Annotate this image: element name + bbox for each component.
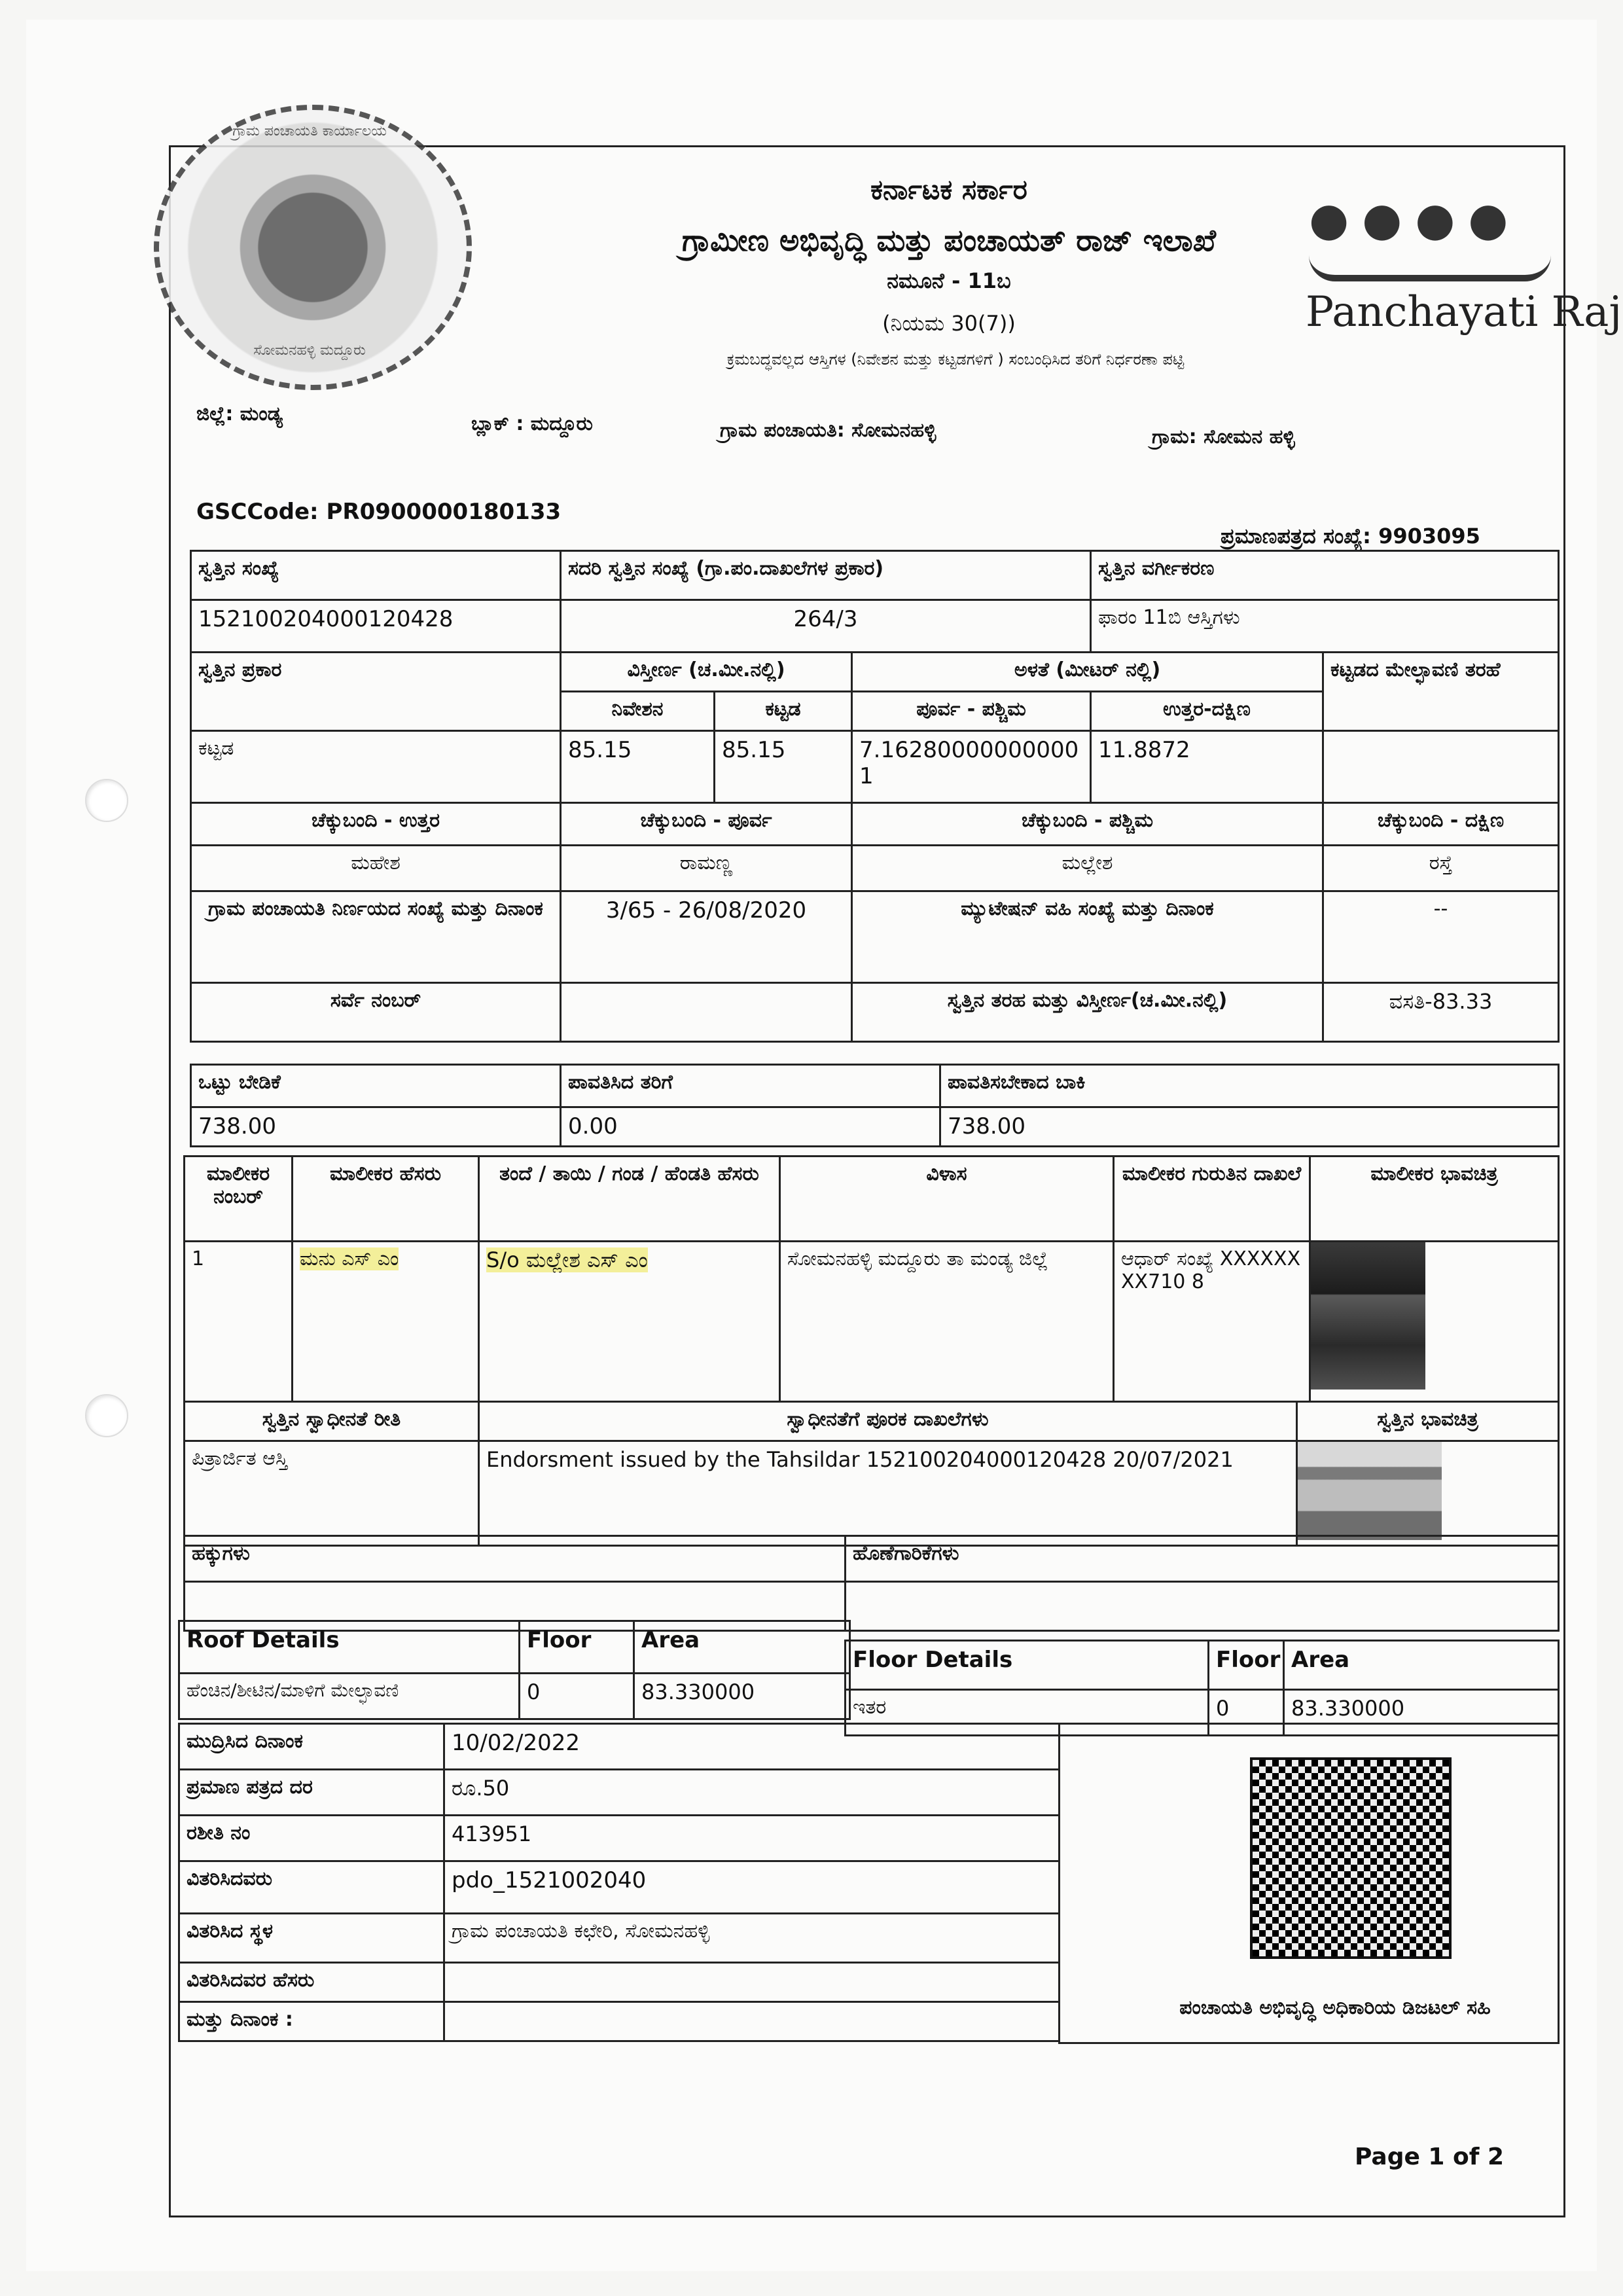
owner-name: ಮನು ಎಸ್ ಎಂ: [300, 1247, 399, 1270]
boundary-south: ರಸ್ತೆ: [1323, 846, 1559, 891]
possession-mode-label: ಸ್ವತ್ತಿನ ಸ್ವಾಧೀನತೆ ರೀತಿ: [185, 1402, 479, 1441]
floor-header: Floor: [1209, 1641, 1284, 1690]
owner-id-document: ಆಧಾರ್ ಸಂಖ್ಯೆ XXXXXXXX710 8: [1114, 1242, 1310, 1402]
people-logo-icon: ● ● ● ●: [1309, 192, 1508, 246]
roof-details-title: Roof Details: [179, 1621, 520, 1674]
floor-area: 83.330000: [1284, 1690, 1559, 1736]
state-emblem-icon: [228, 162, 398, 332]
north-south-dimension: 11.8872: [1091, 731, 1323, 803]
panchayati-raj-logo: Panchayati Raj: [1306, 288, 1622, 336]
seal-text-bottom: ಸೋಮನಹಳ್ಳಿ ಮದ್ದೂರು: [253, 342, 366, 359]
certificate-number: ಪ್ರಮಾಣಪತ್ರದ ಸಂಖ್ಯೆ: 9903095: [1221, 524, 1480, 548]
property-number-label: ಸ್ವತ್ತಿನ ಸಂಖ್ಯೆ: [191, 551, 561, 600]
boundary-north: ಮಹೇಶ: [191, 846, 561, 891]
fee: ರೂ.50: [444, 1770, 1060, 1816]
property-kind-label: ಸ್ವತ್ತಿನ ತರಹ ಮತ್ತು ವಿಸ್ತೀರ್ಣ(ಚ.ಮೀ.ನಲ್ಲಿ): [852, 983, 1323, 1042]
survey-number: [561, 983, 852, 1042]
form-subtitle: ಕ್ರಮಬದ್ಧವಲ್ಲದ ಆಸ್ತಿಗಳ (ನಿವೇಶನ ಮತ್ತು ಕಟ್ಟಡಗಳಿಗೆ ) ಸಂಬಂಧಿಸಿದ ತರಿಗೆ ನಿರ್ಧರಣಾ ಪಟ್ಟಿ: [726, 350, 1185, 368]
boundary-south-label: ಚೆಕ್ಕುಬಂದಿ - ದಕ್ಷಿಣ: [1323, 803, 1559, 846]
floor-type: ಇತರ: [846, 1690, 1209, 1736]
boundary-west: ಮಲ್ಲೇಶ: [852, 846, 1323, 891]
floor-number: 0: [1209, 1690, 1284, 1736]
building-area: 85.15: [715, 731, 852, 803]
rights-table: [183, 1535, 1560, 1632]
property-kind: ವಸತಿ-83.33: [1323, 983, 1559, 1042]
gram-panchayat: ಗ್ರಾಮ ಪಂಚಾಯತಿ: ಸೋಮನಹಳ್ಳಿ: [720, 419, 936, 442]
property-photo: [1298, 1442, 1442, 1540]
possession-docs-label: ಸ್ವಾಧೀನತೆಗೆ ಪೂರಕ ದಾಖಲೆಗಳು: [479, 1402, 1297, 1441]
owner-relation: S/o ಮಲ್ಲೇಶ ಎಸ್ ಎಂ: [486, 1247, 648, 1272]
floor-details-title: Floor Details: [846, 1641, 1209, 1690]
issuer-label: ವಿತರಿಸಿದವರು: [179, 1861, 444, 1914]
issue-place: ಗ್ರಾಮ ಪಂಚಾಯತಿ ಕಛೇರಿ, ಸೋಮನಹಳ್ಳಿ: [444, 1914, 1060, 1963]
area-label: ವಿಸ್ತೀರ್ಣ (ಚ.ಮೀ.ನಲ್ಲಿ): [561, 653, 852, 692]
roof-type-value: ಹೆಂಚಿನ/ಶೀಟಿನ/ಮಾಳಿಗೆ ಮೇಲ್ಛಾವಣಿ: [179, 1674, 520, 1719]
gram-panchayat-seal: [154, 105, 472, 390]
floor-details-table: [844, 1640, 1560, 1736]
district: ಜಿಲ್ಲೆ: ಮಂಡ್ಯ: [196, 403, 283, 425]
owner-table: [183, 1155, 1560, 1403]
roof-area-header: Area: [634, 1621, 850, 1674]
place-label: ವಿತರಿಸಿದ ಸ್ಥಳ: [179, 1914, 444, 1963]
owner-photo-header: ಮಾಲೀಕರ ಭಾವಚಿತ್ರ: [1310, 1157, 1559, 1242]
roof-type-label: ಕಟ್ಟಡದ ಮೇಲ್ಛಾವಣಿ ತರಹೆ: [1323, 653, 1559, 731]
digital-signature-label: ಪಂಚಾಯತಿ ಅಭಿವೃದ್ಧಿ ಅಧಿಕಾರಿಯ ಡಿಜಟಲ್ ಸಹಿ: [1179, 1996, 1491, 2019]
punch-hole: [85, 779, 128, 822]
punch-hole: [85, 1394, 128, 1437]
gp-decision-label: ಗ್ರಾಮ ಪಂಚಾಯತಿ ನಿರ್ಣಯದ ಸಂಖ್ಯೆ ಮತ್ತು ದಿನಾಂಕ: [191, 891, 561, 983]
roof-floor: 0: [520, 1674, 634, 1719]
receipt-label: ರಶೀತಿ ನಂ: [179, 1816, 444, 1861]
taluk: ಬ್ಲಾಕ್ : ಮದ್ದೂರು: [471, 412, 593, 435]
site-area-label: ನಿವೇಶನ: [561, 692, 715, 731]
government-heading: ಕರ್ನಾಟಕ ಸರ್ಕಾರ: [870, 173, 1027, 206]
issue-date: [444, 2002, 1060, 2041]
tax-table: [190, 1064, 1560, 1147]
owner-number-header: ಮಾಲೀಕರ ನಂಬರ್: [185, 1157, 293, 1242]
east-west-dimension: 7.16280000000000 1: [852, 731, 1091, 803]
boundary-east: ರಾಮಣ್ಣ: [561, 846, 852, 891]
possession-table: [183, 1401, 1560, 1547]
boundary-east-label: ಚೆಕ್ಕುಬಂದಿ - ಪೂರ್ವ: [561, 803, 852, 846]
total-demand: 738.00: [191, 1107, 561, 1147]
issue-date-label: ಮತ್ತು ದಿನಾಂಕ :: [179, 2002, 444, 2041]
page-number: Page 1 of 2: [1355, 2144, 1504, 2170]
roof-area: 83.330000: [634, 1674, 850, 1719]
seal-text-top: ಗ್ರಾಮ ಪಂಚಾಯತಿ ಕಾರ್ಯಾಲಯ: [232, 123, 387, 139]
relation-header: ತಂದೆ / ತಾಯಿ / ಗಂಡ / ಹೆಂಡತಿ ಹೆಸರು: [479, 1157, 780, 1242]
qr-code: [1250, 1757, 1452, 1959]
floor-area-header: Area: [1284, 1641, 1559, 1690]
possession-docs: Endorsment issued by the Tahsildar 152100204000120428 20/07/2021: [479, 1441, 1297, 1546]
property-class-label: ಸ್ವತ್ತಿನ ವರ್ಗೀಕರಣ: [1091, 551, 1559, 600]
building-area-label: ಕಟ್ಟಡ: [715, 692, 852, 731]
tax-paid: 0.00: [561, 1107, 940, 1147]
department-heading: ಗ್ರಾಮೀಣ ಅಭಿವೃದ್ಧಿ ಮತ್ತು ಪಂಚಾಯತ್ ರಾಜ್ ಇಲಾಖೆ: [682, 223, 1216, 258]
printed-date-label: ಮುದ್ರಿಸಿದ ದಿನಾಂಕ: [179, 1724, 444, 1770]
property-type: ಕಟ್ಟಡ: [191, 731, 561, 803]
rights-label: ಹಕ್ಕುಗಳು: [185, 1536, 846, 1582]
tax-paid-label: ಪಾವತಿಸಿದ ತರಿಗೆ: [561, 1065, 940, 1107]
dimension-label: ಅಳತೆ (ಮೀಟರ್ ನಲ್ಲಿ): [852, 653, 1323, 692]
balance: 738.00: [940, 1107, 1559, 1147]
boundary-west-label: ಚೆಕ್ಕುಬಂದಿ - ಪಶ್ಚಿಮ: [852, 803, 1323, 846]
form-number: ನಮೂನೆ - 11ಬ: [887, 268, 1011, 293]
address-header: ವಿಳಾಸ: [780, 1157, 1114, 1242]
property-table: [190, 550, 1560, 1043]
property-photo-label: ಸ್ವತ್ತಿನ ಭಾವಚಿತ್ರ: [1297, 1402, 1559, 1441]
gp-property-number-label: ಸದರಿ ಸ್ವತ್ತಿನ ಸಂಖ್ಯೆ (ಗ್ರಾ.ಪಂ.ದಾಖಲೆಗಳ ಪ್ರಕಾರ): [561, 551, 1091, 600]
roof-type: [1323, 731, 1559, 803]
fee-label: ಪ್ರಮಾಣ ಪತ್ರದ ದರ: [179, 1770, 444, 1816]
owner-photo: [1311, 1242, 1425, 1390]
east-west-label: ಪೂರ್ವ - ಪಶ್ಚಿಮ: [852, 692, 1091, 731]
liabilities-value: [846, 1582, 1559, 1631]
gp-property-number: 264/3: [561, 600, 1091, 653]
possession-mode: ಪಿತ್ರಾರ್ಜಿತ ಆಸ್ತಿ: [185, 1441, 479, 1546]
village: ಗ್ರಾಮ: ಸೋಮನ ಹಳ್ಳಿ: [1152, 425, 1295, 448]
rule-number: (ನಿಯಮ 30(7)): [882, 311, 1016, 336]
issue-table: [178, 1723, 1060, 2042]
property-class: ಫಾರಂ 11ಬಿ ಆಸ್ತಿಗಳು: [1091, 600, 1559, 653]
balance-label: ಪಾವತಿಸಬೇಕಾದ ಬಾಕಿ: [940, 1065, 1559, 1107]
boundary-north-label: ಚೆಕ್ಕುಬಂದಿ - ಉತ್ತರ: [191, 803, 561, 846]
property-number: 152100204000120428: [191, 600, 561, 653]
gp-decision: 3/65 - 26/08/2020: [561, 891, 852, 983]
mutation-value: --: [1323, 891, 1559, 983]
property-type-label: ಸ್ವತ್ತಿನ ಪ್ರಕಾರ: [191, 653, 561, 731]
owner-id-header: ಮಾಲೀಕರ ಗುರುತಿನ ದಾಖಲೆ: [1114, 1157, 1310, 1242]
printed-date: 10/02/2022: [444, 1724, 1060, 1770]
owner-number: 1: [185, 1242, 293, 1402]
people-logo-base-icon: [1309, 249, 1551, 281]
site-area: 85.15: [561, 731, 715, 803]
roof-floor-header: Floor: [520, 1621, 634, 1674]
receipt-number: 413951: [444, 1816, 1060, 1861]
issuer-name: [444, 1963, 1060, 2002]
roof-details-table: [178, 1620, 851, 1720]
survey-number-label: ಸರ್ವೆ ನಂಬರ್: [191, 983, 561, 1042]
total-demand-label: ಒಟ್ಟು ಬೇಡಿಕೆ: [191, 1065, 561, 1107]
gsc-code: GSCCode: PR0900000180133: [196, 499, 562, 525]
issuer: pdo_1521002040: [444, 1861, 1060, 1914]
liabilities-label: ಹೊಣೆಗಾರಿಕೆಗಳು: [846, 1536, 1559, 1582]
mutation-label: ಮ್ಯುಟೇಷನ್ ವಹಿ ಸಂಖ್ಯೆ ಮತ್ತು ದಿನಾಂಕ: [852, 891, 1323, 983]
owner-name-header: ಮಾಲೀಕರ ಹೆಸರು: [293, 1157, 479, 1242]
north-south-label: ಉತ್ತರ-ದಕ್ಷಿಣ: [1091, 692, 1323, 731]
owner-address: ಸೋಮನಹಳ್ಳಿ ಮದ್ದೂರು ತಾ ಮಂಡ್ಯ ಜಿಲ್ಲೆ: [780, 1242, 1114, 1402]
issuer-name-label: ವಿತರಿಸಿದವರ ಹೆಸರು: [179, 1963, 444, 2002]
